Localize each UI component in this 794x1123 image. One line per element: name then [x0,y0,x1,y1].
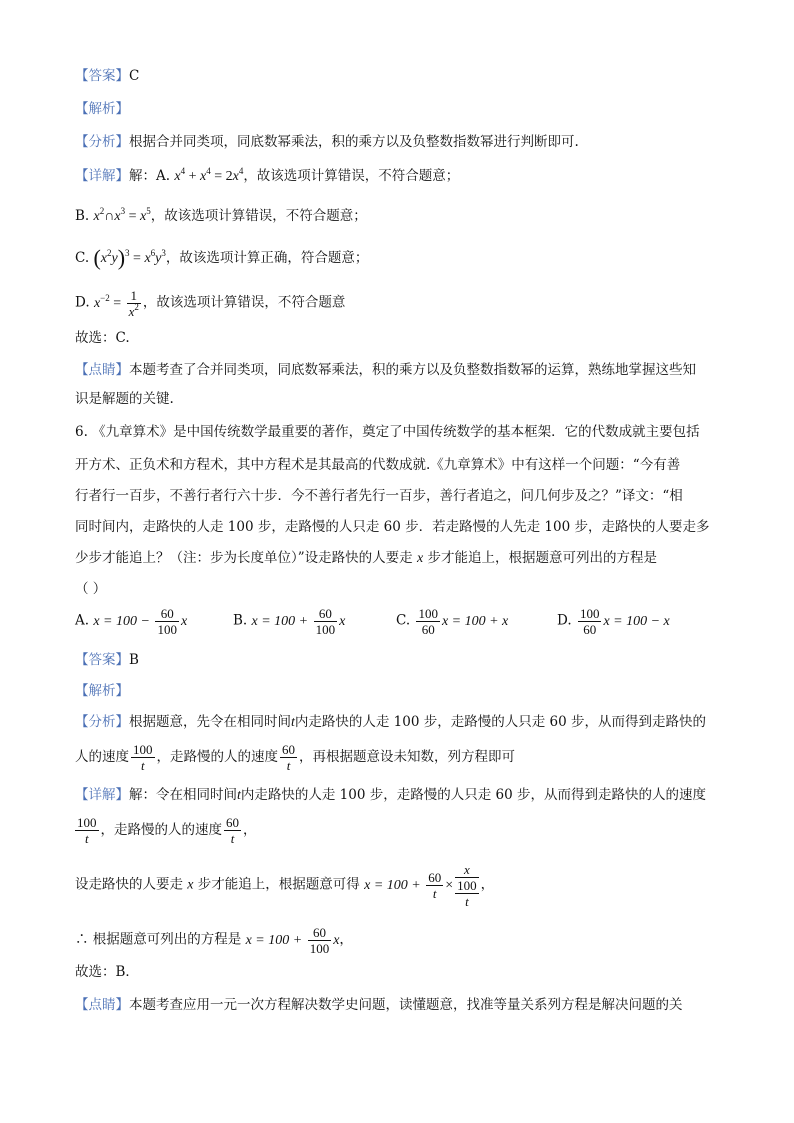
answer-tag: 【答案】 [75,68,129,84]
equation-final: x = 100 + $\frac{60}{100}$ x [245,925,340,956]
q6-analysis-line [75,681,129,701]
answer-paren: （ ） [75,581,107,597]
q6-fenxi-line-2: 人的速度 $\frac{100}{t}$ ，走路慢的人的速度 $\frac{60}{t}$ ，再根据题意设未知数，列方程即可 [75,742,515,773]
q6-detail-line-3: 设走路快的人要走 x 步才能追上，根据题意可得 x = 100 + $\frac{60}{t}$ × $\frac{x}{\frac{100}{t}}$ ， [75,862,495,909]
formula-d: $x^{-2}$ = $\frac{1}{x^2}$ [93,288,139,319]
q5-analysis-line [75,99,129,119]
stem-text: 同时间内，走路快的人走 100 步，走路慢的人只走 60 步．若走路慢的人先走 100 步，走路快的人要走多 [75,519,710,535]
q5-choose-line [75,328,130,348]
variable-t: t [291,715,295,730]
stem-text: 步才能追上，根据题意可列出的方程是 [423,550,657,566]
formula-b: $x^2\cap x^3 = x^5$ [93,206,151,224]
stem-text: 6. 《九章算术》是中国传统数学最重要的著作，奠定了中国传统数学的基本框架．它的代数成就主要包括 [75,424,700,440]
q6-stem-line-2 [75,455,680,475]
option-c-label: C. [75,250,94,266]
q6-detail-line-2: $\frac{100}{t}$ ，走路慢的人的速度 $\frac{60}{t}$ ， [77,815,257,846]
option-d: D. $\frac{100}{60}$ x = 100 − x [557,606,670,637]
analysis-tag: 【解析】 [75,683,129,699]
detail-intro: 解：A. [129,168,175,184]
q5-detail-line-d [75,288,345,319]
q6-stem-line-5 [75,548,657,569]
q5-answer-line [75,66,139,86]
answer-tag: 【答案】 [75,652,129,668]
fenxi-tag: 【分析】 [75,714,129,730]
dianjing-text-cont: 识是解题的关键. [75,391,174,407]
q6-choose-line [75,962,139,982]
q6-stem-line-4 [75,517,709,537]
fraction-slow-speed: $\frac{60}{t}$ [282,742,295,773]
analysis-tag: 【解析】 [75,101,129,117]
q6-stem-line-3 [75,486,683,506]
dianjing-tag: 【点睛】 [75,362,129,378]
choose-text: 故选：B． [75,964,139,980]
q6-dianjing-line [75,995,683,1015]
equation-3: x = 100 + $\frac{60}{t}$ × $\frac{x}{\frac{100}{t}}$ [364,862,477,909]
option-d-text: ，故该选项计算错误，不符合题意 [142,294,346,311]
variable-x: x [416,551,424,566]
stem-text: 少步才能追上？（注：步为长度单位）”设走路快的人要走 [75,550,417,566]
option-c-text: ，故该选项计算正确，符合题意； [165,250,369,266]
choose-text: 故选：C. [75,330,130,346]
option-c: C. $\frac{100}{60}$ x = 100 + x [396,606,509,637]
answer-value: B [129,652,139,668]
formula-a: $x^4 + x^4 = 2x^4$ [174,166,244,184]
q6-stem-line-1 [75,422,700,442]
option-d-label: D. [75,294,94,311]
fraction-slow-speed: $\frac{60}{t}$ [226,815,239,846]
q6-detail-line-1: 【详解】解：令在相同时间t内走路快的人走 100 步，走路慢的人只走 60 步，从而得到走路快的人的速度 [75,787,707,803]
formula-c: $(x^2y)^3 = x^6y^3$ [93,245,166,270]
q6-therefore-line: ∴ 根据题意可列出的方程是 x = 100 + $\frac{60}{100}$ x， [75,925,353,956]
dianjing-text: 本题考查应用一元一次方程解决数学史问题，读懂题意，找准等量关系列方程是解决问题的关 [129,997,683,1013]
fenxi-tag: 【分析】 [75,134,129,150]
dianjing-tag: 【点睛】 [75,997,129,1013]
option-a: A. x = 100 − $\frac{60}{100}$ x [75,606,188,637]
q6-paren-line [75,579,106,599]
option-b-text: ，故该选项计算错误，不符合题意； [150,208,367,224]
fraction-fast-speed: $\frac{100}{t}$ [133,742,153,773]
q5-fenxi-line [75,132,579,152]
q5-detail-line-a [75,166,459,187]
q5-detail-line-b [75,206,367,227]
q5-dianjing-line-2 [75,389,174,409]
q6-fenxi-line-1: 【分析】根据题意，先令在相同时间t内走路快的人走 100 步，走路慢的人只走 60 步，从而得到走路快的 [75,714,707,730]
answer-value: C [129,68,140,84]
q5-dianjing-line-1 [75,360,696,380]
q6-answer-line [75,650,139,670]
option-b: B. x = 100 + $\frac{60}{100}$ x [233,606,346,637]
stem-text: 行者行一百步，不善行者行六十步．今不善行者先行一百步，善行者追之，问几何步及之？”译文：“相 [75,488,683,504]
q5-detail-line-c [75,245,369,270]
option-b-label: B. [75,208,94,224]
stem-text: 开方术、正负术和方程术，其中方程术是其最高的代数成就.《九章算术》中有这样一个问题：“今有善 [75,457,681,473]
dianjing-text: 本题考查了合并同类项，同底数幂乘法，积的乘方以及负整数指数幂的运算，熟练地掌握这些知 [129,362,696,378]
fraction-fast-speed: $\frac{100}{t}$ [77,815,97,846]
detail-tag: 【详解】 [75,787,129,803]
detail-tag: 【详解】 [75,168,129,184]
option-a-text: ，故该选项计算错误，不符合题意； [243,168,460,184]
fenxi-text: 根据合并同类项，同底数幂乘法，积的乘方以及负整数指数幂进行判断即可. [129,134,579,150]
